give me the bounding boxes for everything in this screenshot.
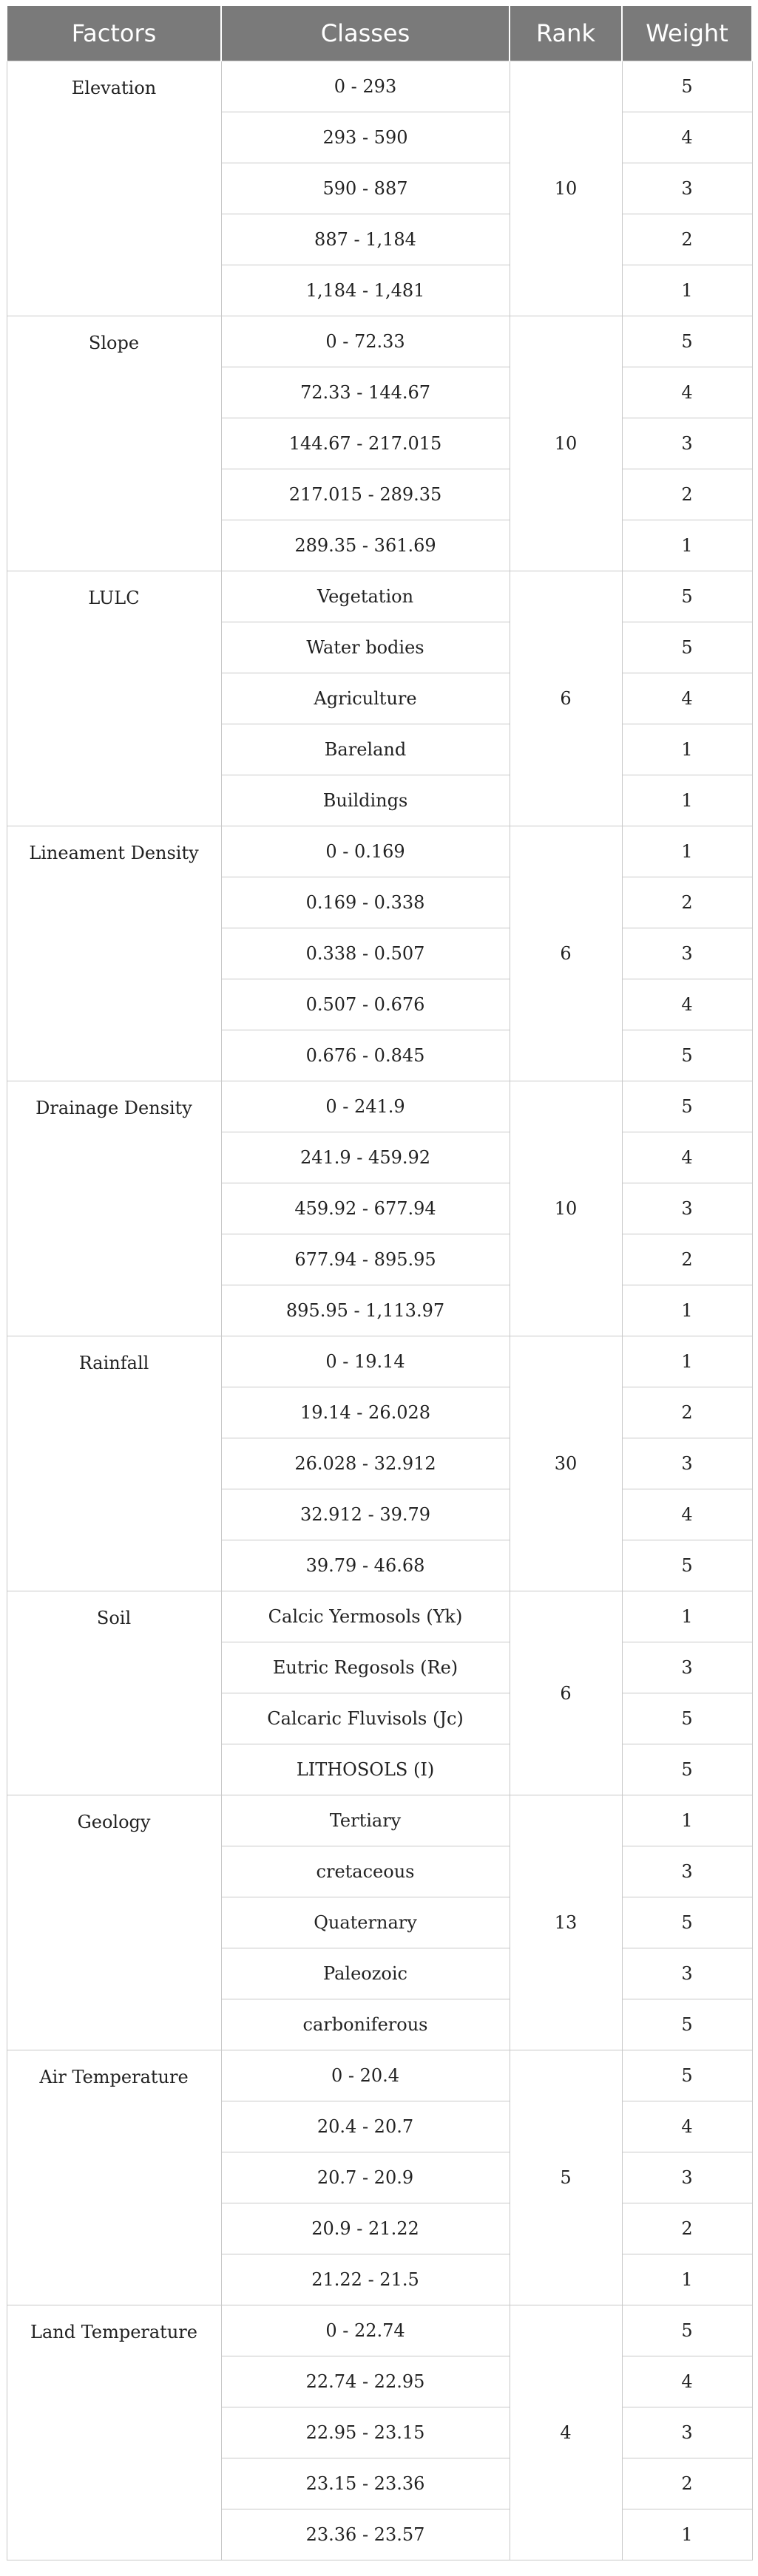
weight-cell: 5 xyxy=(622,571,752,622)
table-row xyxy=(7,571,752,622)
class-cell: 0 - 0.169 xyxy=(221,826,510,877)
rank-cell: 6 xyxy=(510,826,622,1081)
class-cell: 217.015 - 289.35 xyxy=(221,469,510,520)
rank-cell: 10 xyxy=(510,316,622,571)
rank-cell: 30 xyxy=(510,1336,622,1591)
class-cell: 0.507 - 0.676 xyxy=(221,979,510,1030)
class-cell: Calcaric Fluvisols (Jc) xyxy=(221,1693,510,1744)
class-cell: Vegetation xyxy=(221,571,510,622)
weight-cell: 5 xyxy=(622,1030,752,1081)
class-cell: 32.912 - 39.79 xyxy=(221,1489,510,1540)
rank-cell: 6 xyxy=(510,1591,622,1795)
factor-cell: Drainage Density xyxy=(7,1081,221,1336)
class-cell: 20.7 - 20.9 xyxy=(221,2152,510,2203)
class-cell: 39.79 - 46.68 xyxy=(221,1540,510,1591)
class-cell: 0.676 - 0.845 xyxy=(221,1030,510,1081)
factor-cell: Lineament Density xyxy=(7,826,221,1081)
class-cell: 19.14 - 26.028 xyxy=(221,1387,510,1438)
weight-cell: 2 xyxy=(622,2203,752,2254)
weight-cell: 2 xyxy=(622,214,752,265)
rank-cell: 13 xyxy=(510,1795,622,2050)
class-cell: 677.94 - 895.95 xyxy=(221,1234,510,1285)
class-cell: 293 - 590 xyxy=(221,112,510,163)
weight-cell: 1 xyxy=(622,1591,752,1642)
factors-table xyxy=(6,6,753,2560)
weight-cell: 1 xyxy=(622,724,752,775)
table-row xyxy=(7,61,752,112)
table-row xyxy=(7,2305,752,2356)
class-cell: 20.4 - 20.7 xyxy=(221,2101,510,2152)
weight-cell: 2 xyxy=(622,2458,752,2509)
weight-cell: 3 xyxy=(622,1183,752,1234)
class-cell: carboniferous xyxy=(221,1999,510,2050)
rank-cell: 6 xyxy=(510,571,622,826)
weight-cell: 5 xyxy=(622,1999,752,2050)
class-cell: cretaceous xyxy=(221,1846,510,1897)
header-factors: Factors xyxy=(7,6,221,61)
weight-cell: 1 xyxy=(622,1336,752,1387)
weight-cell: 5 xyxy=(622,1744,752,1795)
weight-cell: 1 xyxy=(622,826,752,877)
factor-cell: Geology xyxy=(7,1795,221,2050)
weight-cell: 4 xyxy=(622,2101,752,2152)
class-cell: LITHOSOLS (I) xyxy=(221,1744,510,1795)
factor-cell: Land Temperature xyxy=(7,2305,221,2560)
table-row xyxy=(7,1081,752,1132)
factor-cell: Soil xyxy=(7,1591,221,1795)
factor-cell: Rainfall xyxy=(7,1336,221,1591)
class-cell: 887 - 1,184 xyxy=(221,214,510,265)
factor-cell: LULC xyxy=(7,571,221,826)
weight-cell: 5 xyxy=(622,1693,752,1744)
weight-cell: 2 xyxy=(622,1387,752,1438)
class-cell: 1,184 - 1,481 xyxy=(221,265,510,316)
table-body xyxy=(7,61,752,2560)
class-cell: Eutric Regosols (Re) xyxy=(221,1642,510,1693)
weight-cell: 1 xyxy=(622,520,752,571)
class-cell: 22.95 - 23.15 xyxy=(221,2407,510,2458)
rank-cell: 4 xyxy=(510,2305,622,2560)
weight-cell: 2 xyxy=(622,877,752,928)
table-row xyxy=(7,316,752,367)
weight-cell: 5 xyxy=(622,1540,752,1591)
class-cell: 0 - 22.74 xyxy=(221,2305,510,2356)
class-cell: 459.92 - 677.94 xyxy=(221,1183,510,1234)
weight-cell: 5 xyxy=(622,1897,752,1948)
class-cell: Tertiary xyxy=(221,1795,510,1846)
weight-cell: 3 xyxy=(622,1948,752,1999)
class-cell: 590 - 887 xyxy=(221,163,510,214)
class-cell: 895.95 - 1,113.97 xyxy=(221,1285,510,1336)
class-cell: 0 - 293 xyxy=(221,61,510,112)
weight-cell: 1 xyxy=(622,775,752,826)
rank-cell: 5 xyxy=(510,2050,622,2305)
class-cell: Calcic Yermosols (Yk) xyxy=(221,1591,510,1642)
weight-cell: 3 xyxy=(622,1846,752,1897)
weight-cell: 5 xyxy=(622,61,752,112)
weight-cell: 5 xyxy=(622,2305,752,2356)
class-cell: 0 - 20.4 xyxy=(221,2050,510,2101)
class-cell: 0 - 19.14 xyxy=(221,1336,510,1387)
weight-cell: 3 xyxy=(622,1438,752,1489)
class-cell: Quaternary xyxy=(221,1897,510,1948)
table-row xyxy=(7,1336,752,1387)
weight-cell: 3 xyxy=(622,2152,752,2203)
header-rank: Rank xyxy=(510,6,622,61)
class-cell: 289.35 - 361.69 xyxy=(221,520,510,571)
weight-cell: 1 xyxy=(622,2254,752,2305)
weight-cell: 5 xyxy=(622,1081,752,1132)
rank-cell: 10 xyxy=(510,61,622,316)
weight-cell: 4 xyxy=(622,1132,752,1183)
table-row xyxy=(7,1795,752,1846)
weight-cell: 4 xyxy=(622,367,752,418)
weight-cell: 3 xyxy=(622,2407,752,2458)
weight-cell: 4 xyxy=(622,2356,752,2407)
class-cell: Bareland xyxy=(221,724,510,775)
table-row xyxy=(7,826,752,877)
weight-cell: 4 xyxy=(622,979,752,1030)
weight-cell: 3 xyxy=(622,418,752,469)
factor-cell: Air Temperature xyxy=(7,2050,221,2305)
table-row xyxy=(7,1591,752,1642)
weight-cell: 5 xyxy=(622,2050,752,2101)
weight-cell: 2 xyxy=(622,1234,752,1285)
class-cell: 22.74 - 22.95 xyxy=(221,2356,510,2407)
rank-cell: 10 xyxy=(510,1081,622,1336)
weight-cell: 3 xyxy=(622,163,752,214)
class-cell: 0.169 - 0.338 xyxy=(221,877,510,928)
header-classes: Classes xyxy=(221,6,510,61)
class-cell: 241.9 - 459.92 xyxy=(221,1132,510,1183)
weight-cell: 1 xyxy=(622,2509,752,2560)
factor-cell: Slope xyxy=(7,316,221,571)
class-cell: Paleozoic xyxy=(221,1948,510,1999)
weight-cell: 5 xyxy=(622,316,752,367)
weight-cell: 4 xyxy=(622,673,752,724)
table-header xyxy=(7,6,752,61)
header-weight: Weight xyxy=(622,6,752,61)
header-row xyxy=(7,6,752,61)
weight-cell: 3 xyxy=(622,1642,752,1693)
class-cell: 144.67 - 217.015 xyxy=(221,418,510,469)
class-cell: 23.36 - 23.57 xyxy=(221,2509,510,2560)
table-row xyxy=(7,2050,752,2101)
class-cell: 23.15 - 23.36 xyxy=(221,2458,510,2509)
factor-cell: Elevation xyxy=(7,61,221,316)
weight-cell: 4 xyxy=(622,1489,752,1540)
class-cell: Water bodies xyxy=(221,622,510,673)
class-cell: Buildings xyxy=(221,775,510,826)
weight-cell: 4 xyxy=(622,112,752,163)
class-cell: 21.22 - 21.5 xyxy=(221,2254,510,2305)
class-cell: 20.9 - 21.22 xyxy=(221,2203,510,2254)
weight-cell: 2 xyxy=(622,469,752,520)
class-cell: 72.33 - 144.67 xyxy=(221,367,510,418)
weight-cell: 5 xyxy=(622,622,752,673)
class-cell: 0.338 - 0.507 xyxy=(221,928,510,979)
weight-cell: 3 xyxy=(622,928,752,979)
weight-cell: 1 xyxy=(622,1285,752,1336)
class-cell: 0 - 241.9 xyxy=(221,1081,510,1132)
class-cell: 0 - 72.33 xyxy=(221,316,510,367)
class-cell: 26.028 - 32.912 xyxy=(221,1438,510,1489)
weight-cell: 1 xyxy=(622,1795,752,1846)
class-cell: Agriculture xyxy=(221,673,510,724)
weight-cell: 1 xyxy=(622,265,752,316)
